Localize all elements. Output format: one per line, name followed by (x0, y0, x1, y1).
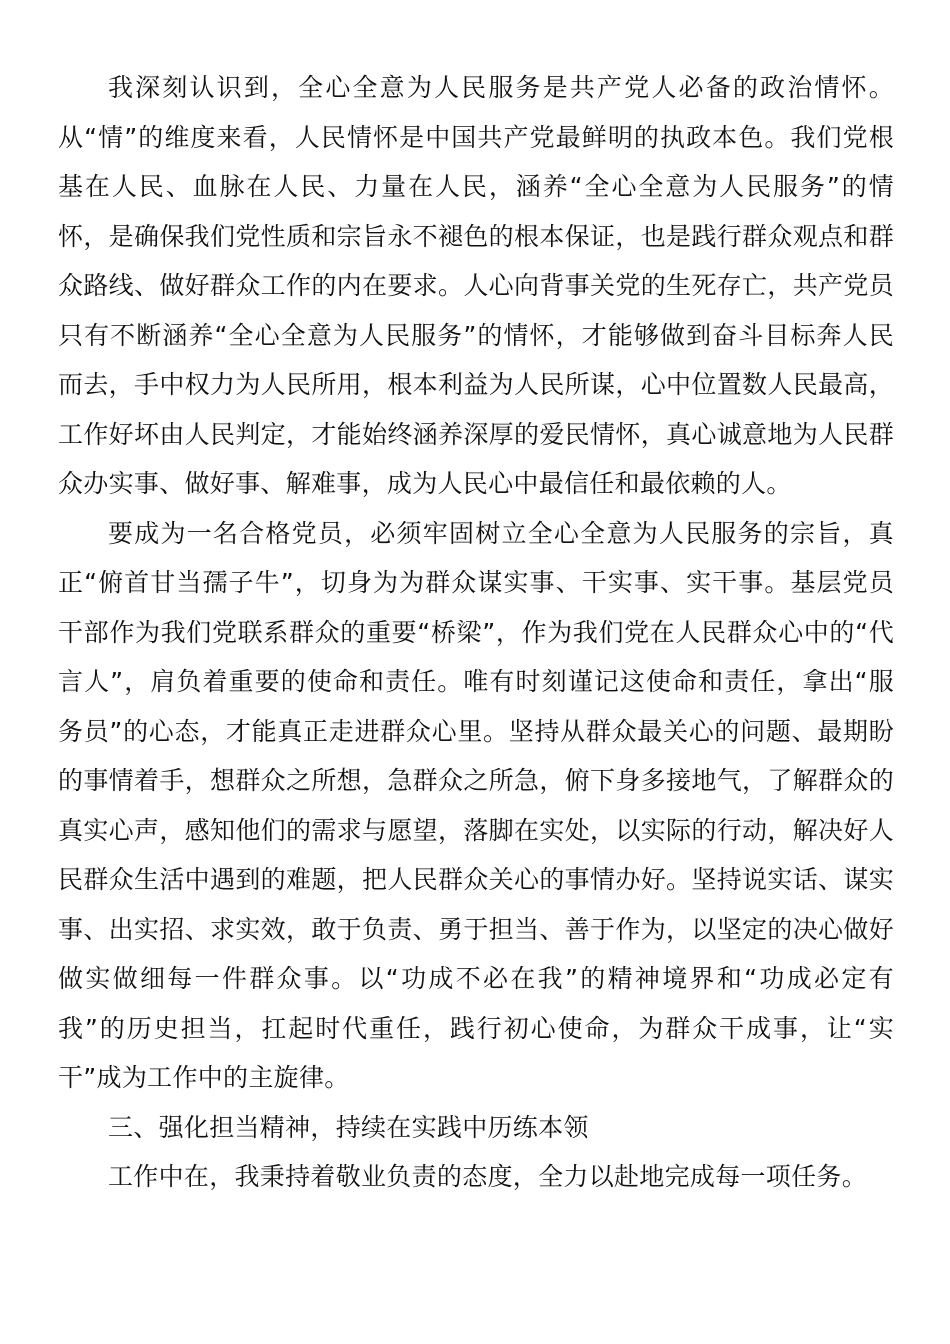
paragraph-work-attitude: 工作中在，我秉持着敬业负责的态度，全力以赴地完成每一项任务。 (108, 1162, 868, 1191)
document-page (58, 63, 894, 1202)
paragraph-qualified-member: 要成为一名合格党员，必须牢固树立全心全意为人民服务的宗旨，真正“俯首甘当孺子牛”，切身为为群众谋实事、干实事、实干事。基层党员干部作为我们党联系群众的重要“桥梁”，作为我们党在人民群众心中的“代言人”，肩负着重要的使命和责任。唯有时刻谨记这使命和责任，拿出“服务员”的心态，才能真正走进群众心里。坚持从群众最关心的问题、最期盼的事情着手，想群众之所想，急群众之所急，俯下身多接地气，了解群众的真实心声，感知他们的需求与愿望，落脚在实处，以实际的行动，解决好人民群众生活中遇到的难题，把人民群众关心的事情办好。坚持说实话、谋实事、出实招、求实效，敢于负责、勇于担当、善于作为，以坚定的决心做好做实做细每一件群众事。以“功成不必在我”的精神境界和“功成必定有我”的历史担当，扛起时代重任，践行初心使命，为群众干成事，让“实干”成为工作中的主旋律。 (58, 518, 894, 1092)
paragraph-people-service: 我深刻认识到，全心全意为人民服务是共产党人必备的政治情怀。从“情”的维度来看，人民情怀是中国共产党最鲜明的执政本色。我们党根基在人民、血脉在人民、力量在人民，涵养“全心全意为人民服务”的情怀，是确保我们党性质和宗旨永不褪色的根本保证，也是践行群众观点和群众路线、做好群众工作的内在要求。人心向背事关党的生死存亡，共产党员只有不断涵养“全心全意为人民服务”的情怀，才能够做到奋斗目标奔人民而去，手中权力为人民所用，根本利益为人民所谋，心中位置数人民最高，工作好坏由人民判定，才能始终涵养深厚的爱民情怀，真心诚意地为人民群众办实事、做好事、解难事，成为人民心中最信任和最依赖的人。 (58, 73, 894, 498)
section-heading: 三、强化担当精神，持续在实践中历练本领 (108, 1112, 589, 1142)
